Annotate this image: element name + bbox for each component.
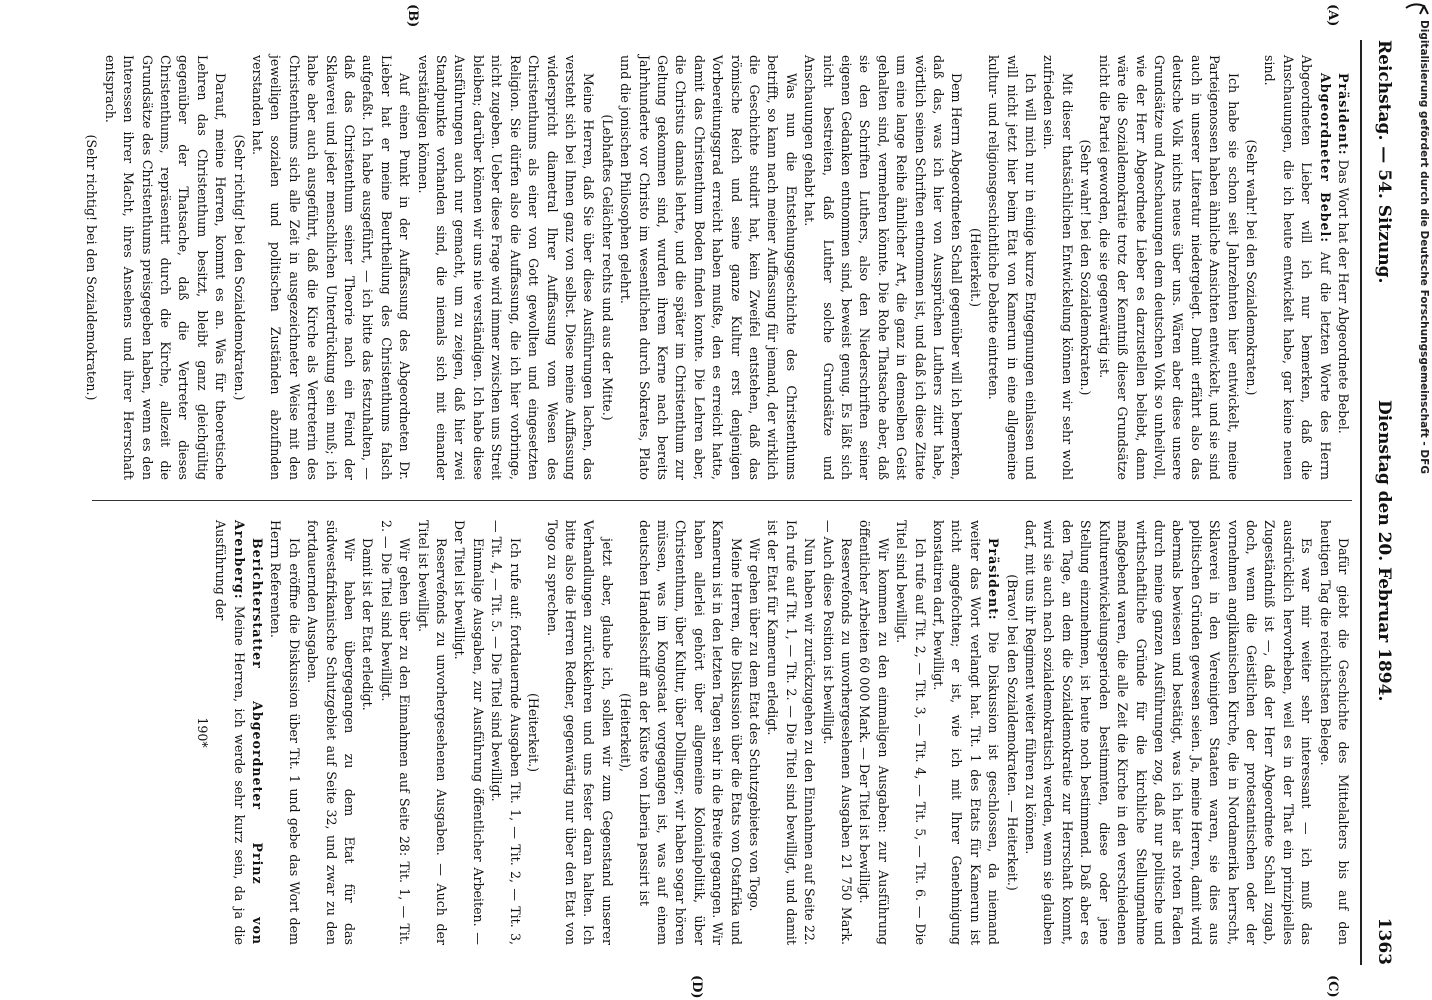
paragraph xyxy=(542,520,616,945)
paragraph xyxy=(855,520,892,945)
paragraph xyxy=(266,520,303,945)
paragraph xyxy=(1315,520,1352,945)
paragraph xyxy=(634,520,744,945)
paragraph xyxy=(800,55,966,480)
paragraph xyxy=(211,520,266,945)
paragraph-text: Ich will mich nur in einige kurze Entgegnungen einlassen und will nicht jetzt hier beim Etat von Kamerun in eine allgemeine kultur- und religionsgeschichtliche Debatte eintreten. xyxy=(986,55,1039,480)
paragraph-text: Auf die letzten Worte des Herrn Abgeordneten Lieber will ich nur bemerken, daß die Anschauungen, die ich heute entwickelt habe, gar keine neuen sind. xyxy=(1262,55,1333,480)
text-column-right xyxy=(92,520,1352,945)
paragraph xyxy=(358,520,376,945)
paragraph-text: Meine Herren, daß Sie über diese Ausführungen lachen, das versteht sich bei Ihnen ganz von selbst. Diese meine Auffassung widerspricht diametral Ihrer Auffassung vom Wesen des Christenthums als einer von Gott gewollten und eingesetzten Religion. Sie dürfen also die Auffassung, die ich hier vorbringe, nicht zugeben. Ueber diese Frage wird immer zwischen uns Streit bleiben; darüber können wir uns nie verständigen. Ich habe diese Ausführungen auch nur gemacht, um zu zeigen, daß hier zwei Standpunkte vorhanden sind, die niemals sich mit einander verständigen können. xyxy=(415,55,597,480)
paragraph-text: Wir gehen über zu dem Etat des Schutzgebietes von Togo. xyxy=(747,538,762,912)
paragraph-text: Meine Herren, die Diskussion über die Etats von Ostafrika und Kamerun ist in den letzten Tagen sehr in die Breite gegangen. Wir haben allerlei gehört über allgemeine Kolonialpolitik, über Christenthum, über Kultur, über Dollinger; wir haben sogar hören müssen, was im Kongostaat vorgegangen ist, was auf einem deutschen Handelsschiff an der Küste von Liberia passirt ist xyxy=(636,520,744,945)
stage-direction: (Heiterkeit.) xyxy=(526,693,542,772)
paragraph xyxy=(248,55,414,480)
margin-mark-a: (A) xyxy=(1325,4,1340,27)
margin-mark-b: (B) xyxy=(405,4,420,28)
paragraph xyxy=(763,520,818,945)
paragraph-text: Meine Herren, ich werde sehr kurz sein, da ja die Ausführung der xyxy=(213,520,247,945)
stage-direction: (Heiterkeit), xyxy=(618,693,634,772)
paragraph xyxy=(1094,55,1241,480)
header-date: Dienstag den 20. Februar 1894. xyxy=(1374,400,1394,702)
paragraph xyxy=(1334,55,1352,480)
paragraph xyxy=(413,55,597,480)
paragraph-text: Das Wort hat der Herr Abgeordnete Bebel. xyxy=(1336,159,1351,434)
running-header xyxy=(1362,40,1394,965)
paragraph xyxy=(1260,55,1334,480)
paragraph xyxy=(1021,520,1316,945)
speaker-name: Abgeordneter Bebel: xyxy=(1317,73,1333,243)
paragraph xyxy=(984,55,1039,480)
paragraph xyxy=(929,520,1003,945)
stage-direction: (Sehr richtig! bei den Sozialdemokraten.) xyxy=(84,134,100,401)
paragraph xyxy=(818,520,855,945)
stage-direction: (Sehr wahr! bei den Sozialdemokraten.) xyxy=(1078,139,1094,396)
stage-direction: (Sehr wahr! bei den Sozialdemokraten.) xyxy=(1243,139,1259,396)
paragraph-text: Die Diskussion ist geschlossen, da niemand weiter das Wort verlangt hat. Tit. 1 des Etats für Kamerun ist nicht angefochten; er ist, wie ich mit Ihrer Genehmigung konstatiren darf, bewilligt. xyxy=(931,520,1002,945)
header-page-number: 1363 xyxy=(1374,917,1394,965)
paragraph-text: Es war mir weiter sehr interessant — ich muß das ausdrücklich hervorheben, weil es in der That ein prinzipielles Zugeständniß ist —, daß der Herr Abgeordnete Schall zugab, doch, wenn die Geistlichen der protestantischen oder der vornehmen anglikanischen Kirche, die in Nordamerika herrscht, Sklaverei in den Vereinigten Staaten waren, sie dies aus politischen Gründen gewesen seien. Ja, meine Herren, damit wird abermals bewiesen und bestätigt, was ich hier als roten Faden durch meine ganzen Ausführungen zog, daß nur politische und wirthschaftliche Gründe für die kirchliche Stellungnahme maßgebend waren, die alle Zeit die Kirche in den verschiedenen Kulturentwickelungsperioden bestimmten, diese oder jene Stellung einzunehmen, ist heute noch bestimmend. Daß aber es den Tage, an dem die Sozialdemokratie zur Herrschaft kommt, wird sie auch nach sozialdemokratisch werden, wenn sie glauben darf, mit uns ihr Regiment weiter führen zu können. xyxy=(1023,520,1315,945)
speaker-name: Berichterstatter Abgeordneter Prinz von Arenberg: xyxy=(231,520,266,945)
paragraph-text: Ich eröffne die Diskussion über Tit. 1 und gebe das Wort dem Herrn Referenten. xyxy=(268,520,302,945)
paragraph-text: Wir kommen zu den einmaligen Ausgaben: zur Ausführung öffentlicher Arbeiten 60 000 Mark. — Der Titel ist bewilligt. xyxy=(857,520,891,945)
paragraph-text: Ich habe sie schon seit Jahrzehnten hier entwickelt, meine Parteigenossen haben ähnliche Ansichten entwickelt, und sie sind auch in unserer Literatur niedergelegt. Damit erfährt also das deutsche Volk nichts neues über uns. Wären aber diese unsere Grundsätze und Anschauungen dem deutschen Volk so unheilvoll, wie der Herr Abgeordnete Lieber es darzustellen beliebt, dann wäre die Sozialdemokratie trotz der Kenntniß dieser Grundsätze nicht die Partei geworden, die sie gegenwärtig ist. xyxy=(1096,55,1241,480)
margin-mark-d: (D) xyxy=(689,975,704,999)
paragraph-text: Nun haben wir zurückzugehen zu den Einnahmen auf Seite 22. Ich rufe auf Tit. 1, — Tit. 2. — Die Titel sind bewilligt, und damit ist der Etat für Kamerun erledigt. xyxy=(765,520,818,945)
paragraph-text: Was nun die Entstehungsgeschichte des Christenthums betrifft, so kann nach meiner Auffassung für jemand, der wirklich die Geschichte studirt hat, kein Zweifel entstehen, daß das römische Reich und seine ganze Kultur erst denjenigen Vorbereitungsgrad erreicht haben mußte, den es erreicht hatte, damit das Christenthum Boden finden konnte. Die Lehren aber, die Christus damals lehrte, und die später im Christenthum zur Geltung gekommen sind, wurden ihrem Kerne nach bereits Jahrhunderte vor Christo im wesentlichen durch Sokrates, Plato und die jonischen Philosophen gelehrt. xyxy=(618,55,799,480)
paragraph xyxy=(1039,55,1076,480)
margin-mark-c: (C) xyxy=(1325,975,1340,998)
speaker-name: Präsident: xyxy=(986,538,1002,621)
dfg-credit-text: Digitalisierung gefördert durch die Deutsche Forschungsgemeinschaft - DFG xyxy=(1418,20,1430,474)
paragraph-text: Reservefonds zu unvorhergesehenen Ausgaben. — Auch der Titel ist bewilligt. xyxy=(415,520,450,945)
paragraph xyxy=(303,520,358,945)
paragraph-text: Reservefonds zu unvorhergesehenen Ausgaben 21 750 Mark. — Auch diese Position ist bewilligt. xyxy=(820,520,855,945)
paragraph-text: jetzt aber, glaube ich, sollen wir zum Gegenstand unserer Verhandlungen zurückkehren und uns fester daran halten. Ich bitte also die Herren Redner, gegenwärtig nur über den Etat von Togo zu sprechen. xyxy=(544,520,615,945)
paragraph-text: Mit dieser thatsächlichen Entwickelung können wir sehr wohl zufrieden sein. xyxy=(1041,55,1075,480)
paragraph xyxy=(376,520,413,945)
header-session: Reichstag. — 54. Sitzung. xyxy=(1374,40,1394,284)
paragraph-text: Ich rufe auf Tit. 2, — Tit. 3, — Tit. 4, — Tit. 5, — Tit. 6. — Die Titel sind bewilligt. xyxy=(894,520,928,945)
paragraph-text: Wir haben übergegangen zu dem Etat für das südwestafrikanische Schutzgebiet auf Seite 32, und zwar zu den fortdauernden Ausgaben. xyxy=(305,520,358,945)
paragraph-text: Wir gehen über zu den Einnahmen auf Seite 28: Tit. 1, — Tit. 2. — Die Titel sind bewilligt. xyxy=(378,520,413,945)
paragraph xyxy=(616,55,800,480)
paragraph xyxy=(450,520,487,945)
paragraph xyxy=(413,520,450,945)
paragraph-text: Auf einen Punkt in der Auffassung des Abgeordneten Dr. Lieber hat er meine Beurtheilung des Christenthums falsch aufgefaßt. Ich habe ausgeführt, — ich bitte das festzuhalten, — daß das Christenthum seiner Theorie nach ein Feind der Sklaverei und jeder menschlichen Unterdrückung sein muß; ich habe aber auch ausgeführt, daß die Kirche als Vertreterin des Christenthums sich alle Zeit in ausgezeichneter Weise mit den jeweiligen sozialen und politischen Zuständen abzufinden verstanden hat. xyxy=(250,55,413,480)
paragraph xyxy=(745,520,763,945)
paragraph-text: Dafür giebt die Geschichte des Mittelalters bis auf den heutigen Tag die reichlichsten Belege. xyxy=(1317,520,1351,945)
paragraph xyxy=(487,520,524,945)
stage-direction: (Heiterkeit.) xyxy=(967,228,983,307)
paragraph xyxy=(100,55,229,480)
speaker-name: Präsident: xyxy=(1336,73,1351,156)
paragraph-text: Damit ist der Etat erledigt. xyxy=(360,538,376,711)
paragraph xyxy=(892,520,929,945)
paragraph-text: Ich rufe auf: fortdauernde Ausgaben Tit. 1, — Tit. 2, — Tit. 3, — Tit. 4, — Tit. 5. — Die Titel sind bewilligt. xyxy=(489,520,523,945)
column-separator xyxy=(92,500,1352,501)
stage-direction: (Sehr richtig! bei den Sozialdemokraten.) xyxy=(231,134,247,401)
paragraph-text: Dem Herrn Abgeordneten Schall gegenüber will ich bemerken, daß das, was ich hier von Aussprüchen Luthers zitirt habe, wörtlich seinen Schriften entnommen ist, und daß ich diese Zitate um eine lange Reihe ähnlicher Art, die ganz in demselben Geist gehalten sind, vermehren könnte. Die Rohe Thatsache aber, daß sie den Schriften Luthers, also den Niederschriften seiner eigenen Gedanken entnommen sind, beweist genug. Es läßt sich nicht bestreiten, daß Luther solche Grundsätze und Anschauungen gehabt hat. xyxy=(802,55,965,480)
stage-direction: (Bravo! bei den Sozialdemokraten. — Heiterkeit.) xyxy=(1004,574,1020,891)
stage-direction: 190* xyxy=(194,717,210,748)
paragraph-text: Darauf, meine Herren, kommt es an. Was für theoretische Lehren das Christenthum besitzt, bleibt ganz gleichgültig gegenüber der Thatsache, daß die Vertreter dieses Christenthums, repräsentirt durch die Kirche, allezeit die Grundsätze des Christenthums preisgegeben haben, wenn es den Interessen ihrer Macht, ihres Ansehens und ihrer Herrschaft entsprach. xyxy=(102,55,229,480)
header-rule xyxy=(1360,40,1362,965)
stage-direction: (Lebhaftes Gelächter rechts und aus der Mitte.) xyxy=(599,114,615,421)
paragraph-text: Einmalige Ausgaben, zur Ausführung öffentlicher Arbeiten. — Der Titel ist bewilligt. xyxy=(452,520,486,945)
text-column-left xyxy=(84,55,1352,480)
